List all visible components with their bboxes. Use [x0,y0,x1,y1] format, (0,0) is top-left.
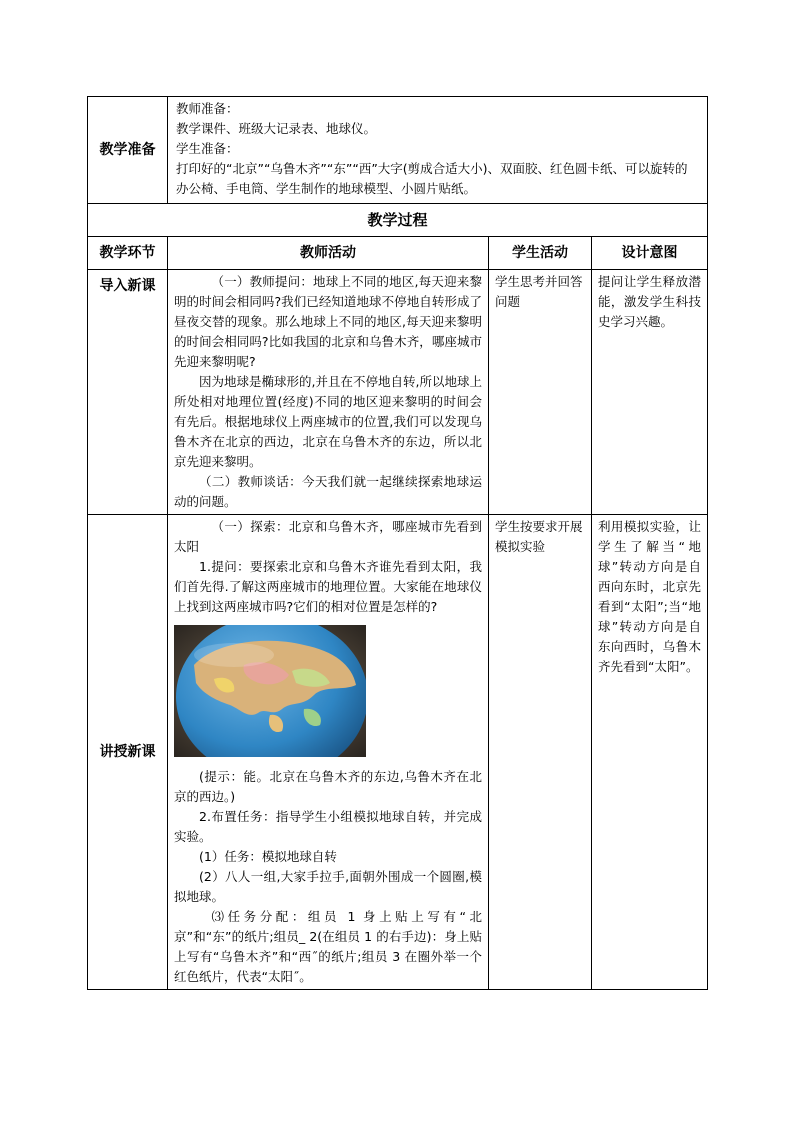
prep-content [168,97,708,204]
intro-p1: （一）教师提问：地球上不同的地区,每天迎来黎明的时间会相同吗?我们已经知道地球不停地自转形成了昼夜交替的现象。那么地球上不同的地区,每天迎来黎明的时间会相同吗?比如我国的北京和乌鲁木齐，哪座城市先迎来黎明呢? [174,274,482,369]
lecture-p2: 1.提问：要探索北京和乌鲁木齐谁先看到太阳，我们首先得.了解这两座城市的地理位置。大家能在地球仪上找到这两座城市吗?它们的相对位置是怎样的? [174,559,482,614]
intro-intent: 提问让学生释放潜能，激发学生科技史学习兴趣。 [592,270,708,515]
student-prep-items: 打印好的“北京”“乌鲁木齐”“东”“西”大字(剪成合适大小)、双面胶、红色圆卡纸、可以旋转的办公椅、手电筒、学生制作的地球模型、小圆片贴纸。 [176,161,688,196]
intro-p3: （二）教师谈话：今天我们就一起继续探索地球运动的问题。 [174,474,482,509]
globe-image [174,625,366,757]
prep-row [88,97,708,204]
process-title-row [88,204,708,237]
intro-p2: 因为地球是椭球形的,并且在不停地自转,所以地球上所处相对地理位置(经度)不同的地区迎来黎明的时间会有先后。根据地球仪上两座城市的位置,我们可以发现乌鲁木齐在北京的西边，北京在乌鲁木齐的东边，所以北京先迎来黎明。 [174,374,482,469]
lecture-p7: ⑶任务分配：组员 1 身上贴上写有“北京”和“东”的纸片;组员_ 2(在组员 1 的右手边)：身上贴上写有“乌鲁木齐”和“西˝的纸片;组员 3 在圈外举一个红色纸片，代表“太阳˝。 [174,909,482,984]
lecture-p6: (2）八人一组,大家手拉手,面朝外围成一个圆圈,模拟地球。 [174,869,482,904]
prep-label: 教学准备 [88,97,168,204]
lecture-p5: (1）任务：模拟地球自转 [199,849,337,864]
lecture-teacher [168,515,489,990]
intro-teacher [168,270,489,515]
teacher-prep-heading: 教师准备： [176,101,239,116]
lesson-table [87,96,708,990]
lesson-plan [87,96,707,990]
header-teacher: 教师活动 [168,237,489,270]
lecture-p4: 2.布置任务：指导学生小组模拟地球自转，并完成实验。 [174,809,482,844]
lecture-p1: （一）探索：北京和乌鲁木齐，哪座城市先看到太阳 [174,519,482,554]
intro-student: 学生思考并回答问题 [489,270,592,515]
lecture-stage: 讲授新课 [88,515,168,990]
teacher-prep-items: 教学课件、班级大记录表、地球仪。 [176,121,377,136]
lecture-p3: (提示：能。北京在乌鲁木齐的东边,乌鲁木齐在北京的西边。) [174,769,482,804]
header-row [88,237,708,270]
intro-row [88,270,708,515]
lecture-student: 学生按要求开展模拟实验 [489,515,592,990]
process-title: 教学过程 [88,204,708,237]
header-intent: 设计意图 [592,237,708,270]
intro-stage: 导入新课 [88,270,168,515]
header-stage: 教学环节 [88,237,168,270]
student-prep-heading: 学生准备： [176,141,239,156]
lecture-row [88,515,708,990]
header-student: 学生活动 [489,237,592,270]
lecture-intent: 利用模拟实验，让学生了解当“地球”转动方向是自西向东时，北京先看到“太阳”;当“地球”转动方向是自东向西时，乌鲁木齐先看到“太阳”。 [592,515,708,990]
